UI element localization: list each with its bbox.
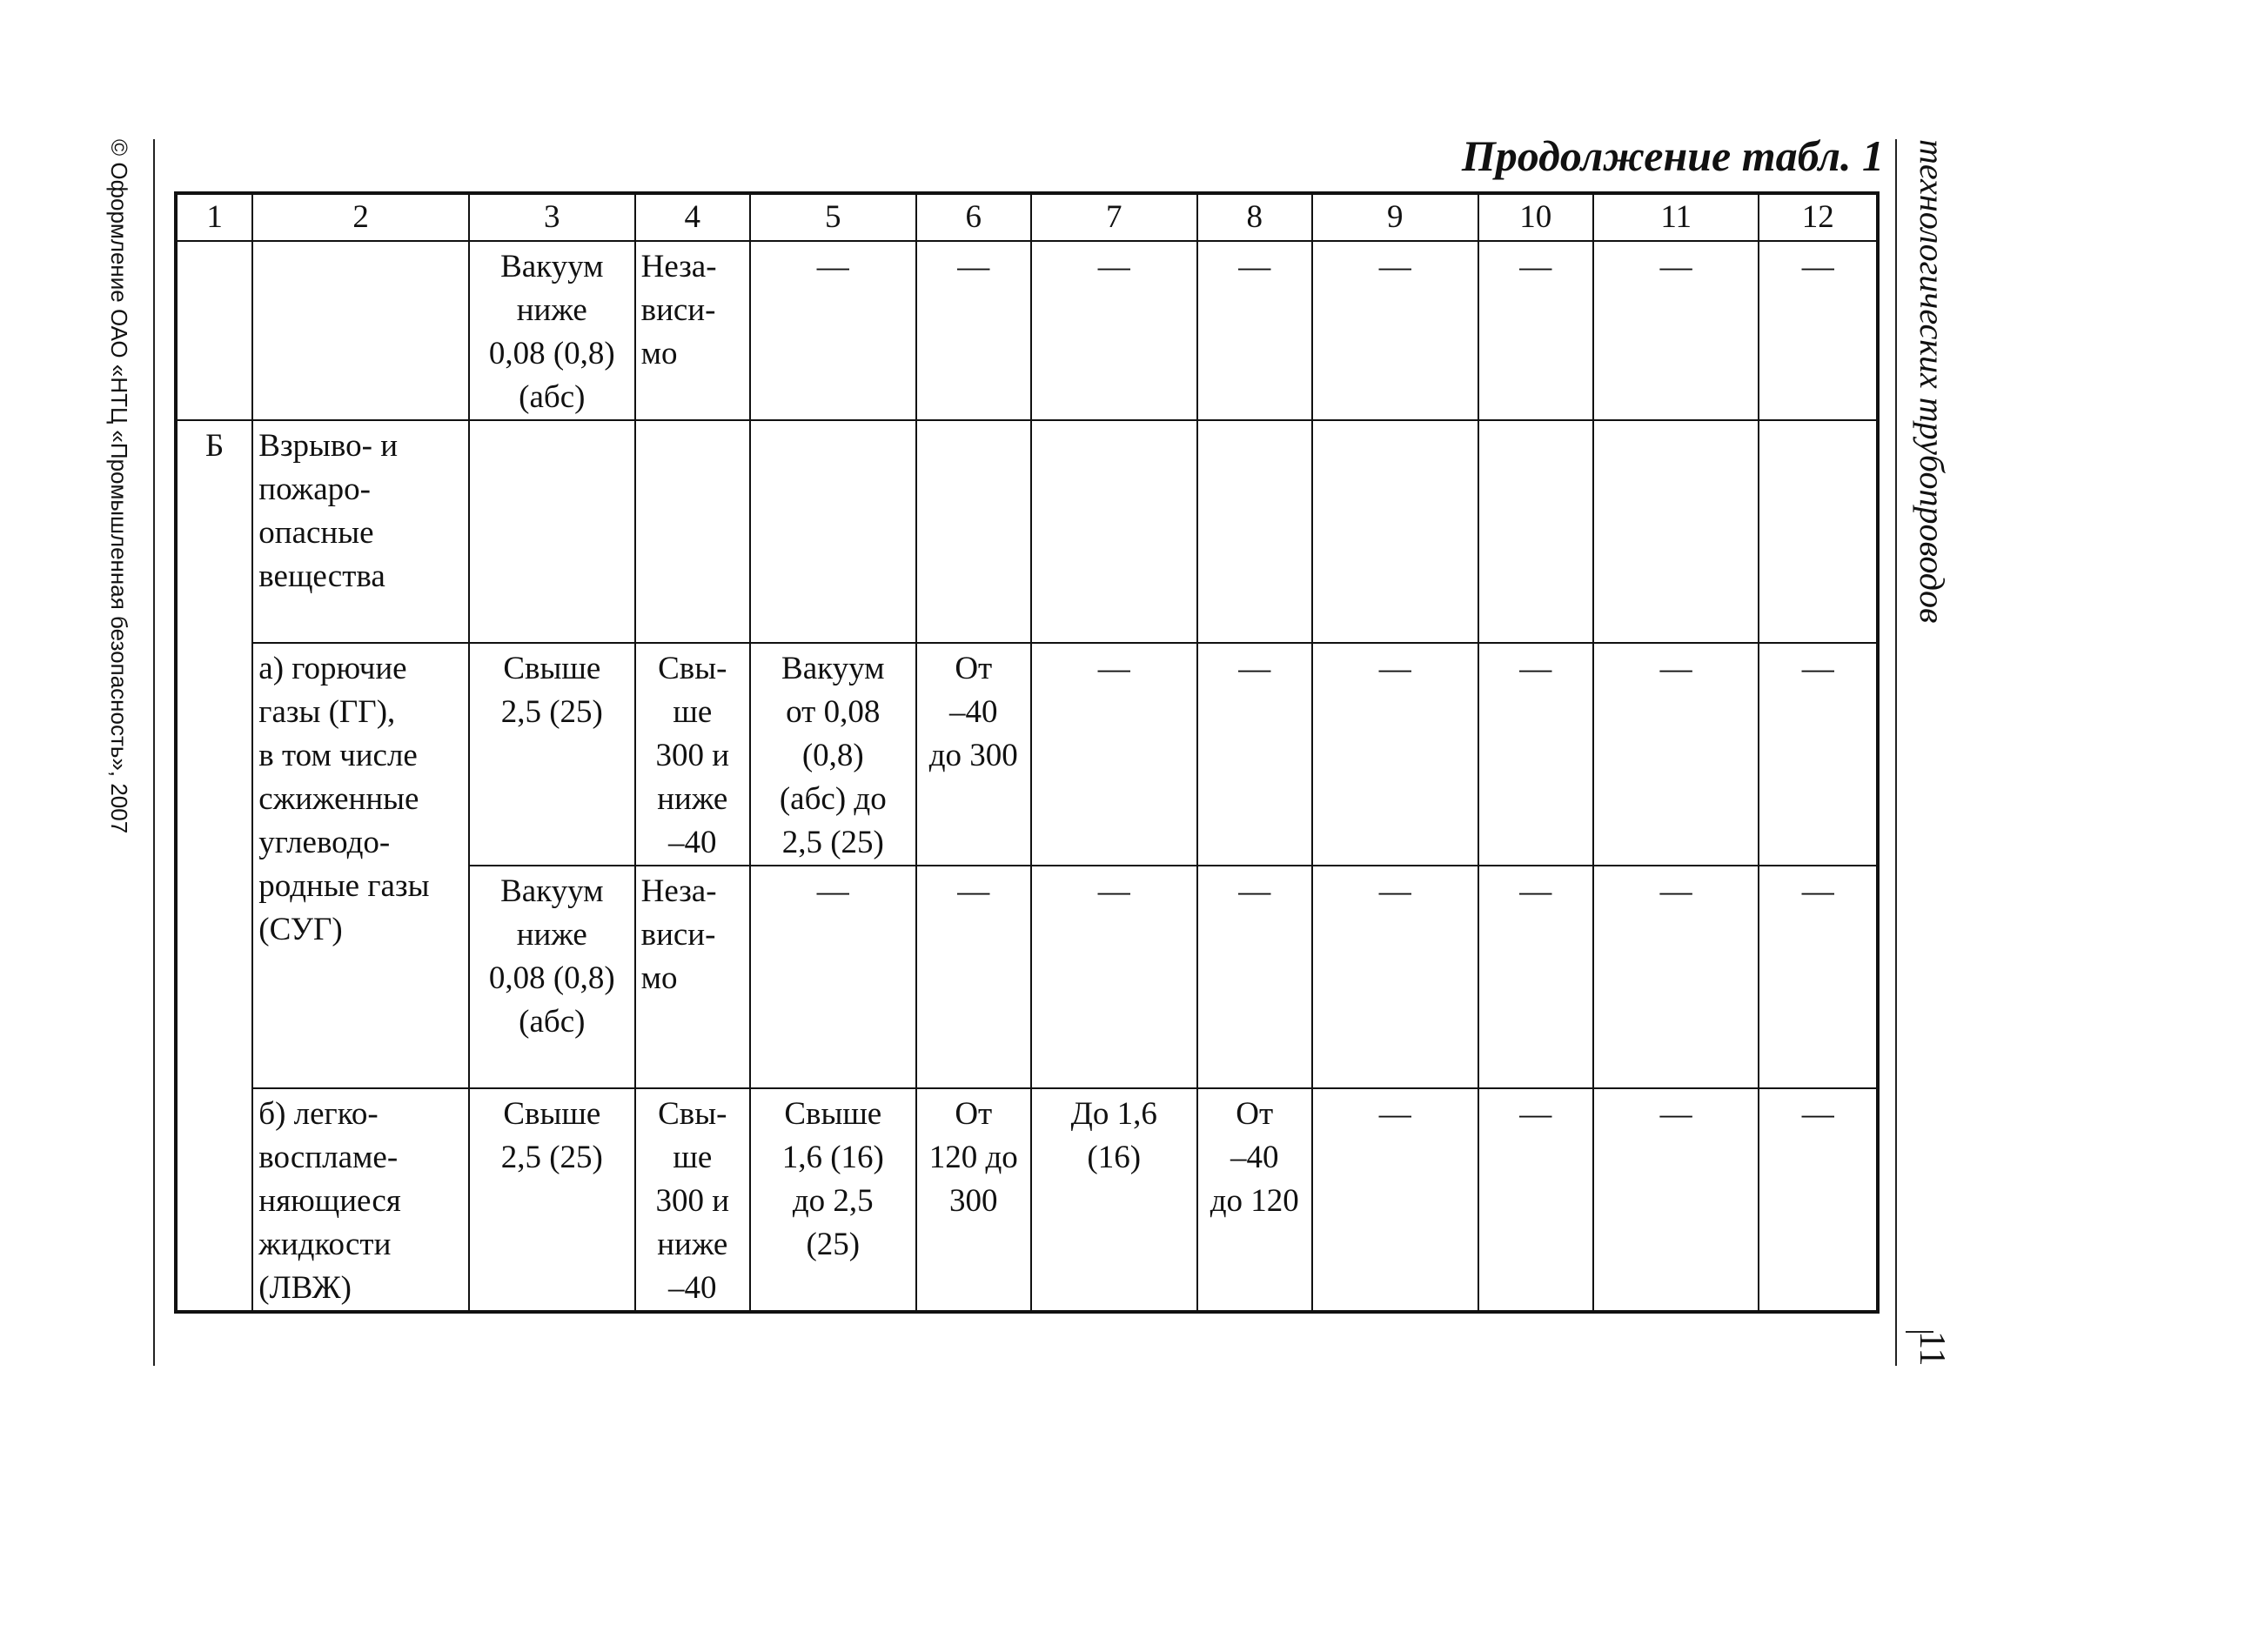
table-cell: — <box>1593 1088 1759 1312</box>
table-cell <box>252 241 469 420</box>
table-cell: Неза- виси- мо <box>635 866 750 1088</box>
column-header: 2 <box>252 193 469 241</box>
table-cell <box>1478 420 1593 643</box>
table-cell <box>1312 420 1478 643</box>
table-cell <box>1759 420 1878 643</box>
table-cell <box>1197 420 1312 643</box>
column-header: 4 <box>635 193 750 241</box>
table-cell: — <box>1759 1088 1878 1312</box>
table-cell <box>1593 420 1759 643</box>
table-cell: — <box>1478 643 1593 866</box>
table-cell: Вакуум ниже 0,08 (0,8) (абс) <box>469 866 635 1088</box>
table-row <box>176 241 1878 420</box>
table-cell: Свы- ше 300 и ниже –40 <box>635 1088 750 1312</box>
column-header: 12 <box>1759 193 1878 241</box>
table-cell <box>1031 420 1197 643</box>
table-cell: — <box>1593 643 1759 866</box>
table-cell: — <box>1593 241 1759 420</box>
table-cell: Свыше 2,5 (25) <box>469 643 635 866</box>
running-head-text: технологических трубопроводов <box>1913 139 1952 624</box>
table-cell: — <box>1759 866 1878 1088</box>
right-margin-rule <box>1895 139 1897 1366</box>
table-cell: От –40 до 300 <box>916 643 1031 866</box>
table-cell: Свыше 2,5 (25) <box>469 1088 635 1312</box>
column-header: 7 <box>1031 193 1197 241</box>
table-cell: — <box>1478 241 1593 420</box>
table-cell: — <box>1593 866 1759 1088</box>
table-cell <box>469 420 635 643</box>
table-cell: — <box>1759 241 1878 420</box>
table-cell: — <box>916 241 1031 420</box>
table-cell: Свыше 1,6 (16) до 2,5 (25) <box>750 1088 916 1312</box>
table-caption: Продолжение табл. 1 <box>1461 131 1884 180</box>
table-cell: Вакуум ниже 0,08 (0,8) (абс) <box>469 241 635 420</box>
table-row <box>176 643 1878 866</box>
table-cell: — <box>916 866 1031 1088</box>
column-header: 8 <box>1197 193 1312 241</box>
page-number-text: 11 <box>1912 1331 1952 1367</box>
column-header: 1 <box>176 193 252 241</box>
table-cell: б) легко- воспламе- няющиеся жидкости (ЛВЖ) <box>252 1088 469 1312</box>
copyright-text: © Оформление ОАО «НТЦ «Промышленная безопасность», 2007 <box>106 139 132 834</box>
table-cell: До 1,6 (16) <box>1031 1088 1197 1312</box>
table-row <box>176 420 1878 643</box>
data-table <box>174 191 1880 1314</box>
table-cell <box>750 420 916 643</box>
table-cell: Неза- виси- мо <box>635 241 750 420</box>
table-cell: — <box>1478 866 1593 1088</box>
table-cell: — <box>1031 866 1197 1088</box>
table-cell: — <box>1031 643 1197 866</box>
table-cell <box>635 420 750 643</box>
table-cell: Свы- ше 300 и ниже –40 <box>635 643 750 866</box>
table-cell: — <box>1197 241 1312 420</box>
left-margin-rule <box>153 139 155 1366</box>
table-cell: — <box>1759 643 1878 866</box>
table-cell: — <box>750 241 916 420</box>
table-cell: — <box>1312 866 1478 1088</box>
table-cell: — <box>750 866 916 1088</box>
table-header-row <box>176 193 1878 241</box>
table-cell-category: Б <box>176 420 252 1312</box>
table-row <box>176 1088 1878 1312</box>
table-cell <box>176 241 252 420</box>
table-cell: — <box>1312 643 1478 866</box>
table-cell: — <box>1478 1088 1593 1312</box>
column-header: 3 <box>469 193 635 241</box>
table-cell: — <box>1031 241 1197 420</box>
table-cell: Взрыво- и пожаро- опасные вещества <box>252 420 469 643</box>
table-cell: От 120 до 300 <box>916 1088 1031 1312</box>
column-header: 5 <box>750 193 916 241</box>
table-cell: — <box>1312 1088 1478 1312</box>
column-header: 9 <box>1312 193 1478 241</box>
column-header: 11 <box>1593 193 1759 241</box>
table-cell: — <box>1312 241 1478 420</box>
column-header: 6 <box>916 193 1031 241</box>
table-cell: — <box>1197 643 1312 866</box>
table-cell: От –40 до 120 <box>1197 1088 1312 1312</box>
table-cell: Вакуум от 0,08 (0,8) (абс) до 2,5 (25) <box>750 643 916 866</box>
column-header: 10 <box>1478 193 1593 241</box>
table-cell <box>916 420 1031 643</box>
table-cell: а) горючие газы (ГГ), в том числе сжиженные углеводо- родные газы (СУГ) <box>252 643 469 1088</box>
table-cell: — <box>1197 866 1312 1088</box>
